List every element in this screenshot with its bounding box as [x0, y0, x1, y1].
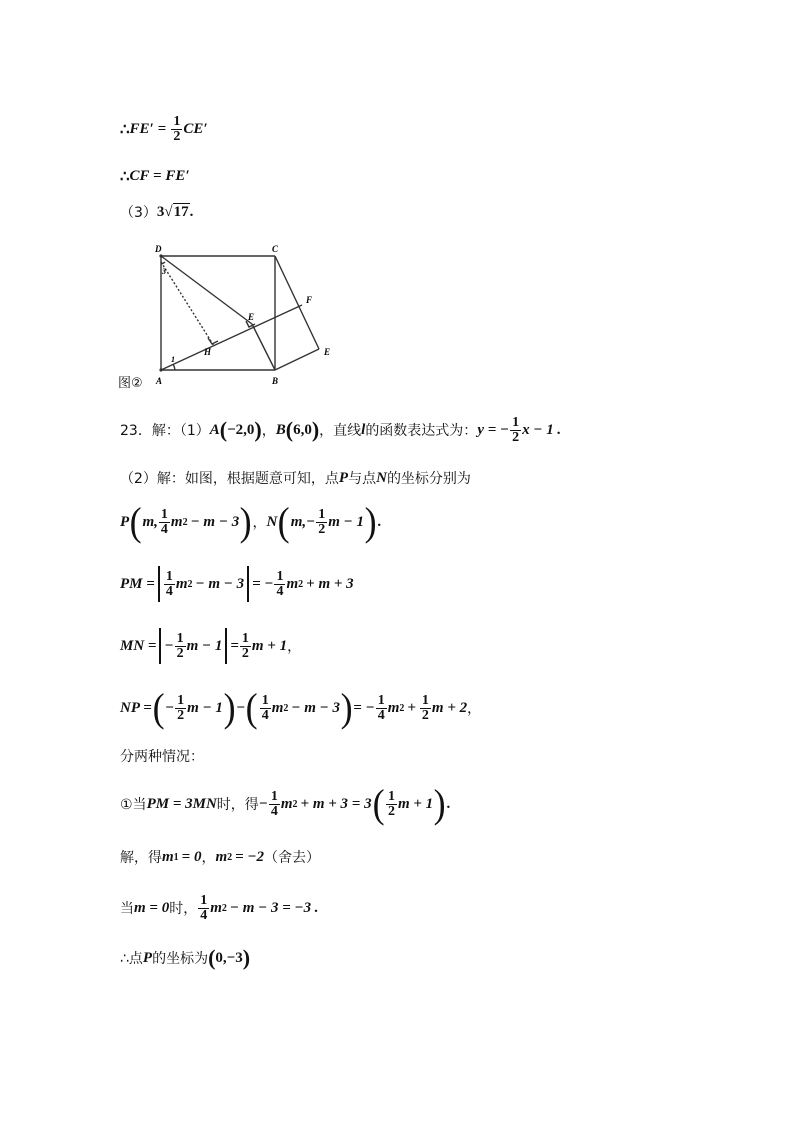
therefore-symbol: ∴: [120, 121, 130, 138]
fraction: $\frac{1}{2}$: [173, 113, 181, 144]
sqrt-expression: √ 17: [164, 204, 189, 220]
label-h: H: [204, 347, 212, 357]
label-a: A: [156, 376, 163, 386]
line-two-cases: 分两种情况：: [120, 749, 204, 765]
line-q23-part1: 23．解：（1） A ( −2,0 ) ， B ( 6,0 ) ，直线 l 的函数表达式为： y = − $\frac{1}{2}$ x − 1 .: [120, 414, 561, 445]
edge-p-to-b: [252, 324, 275, 370]
line-p-n-coords: P ( m, $\frac{1}{4}$ m 2 − m − 3 ) ， N ( m,− $\frac{1}{2}$ m − 1 ) .: [120, 499, 382, 544]
line-fe-half-ce: ∴ FE′ = $\frac{1}{2}$ CE′: [120, 113, 208, 144]
label-angle-1: 1: [171, 355, 175, 364]
label-e: E: [324, 347, 331, 357]
label-point-e: E: [248, 312, 255, 322]
geometry-figure: [118, 238, 338, 391]
line-q23-part2-intro: （2）解：如图，根据题意可知，点 P 与点 N 的坐标分别为: [120, 469, 471, 487]
line-answer-3: （3） 3 √ 17 .: [120, 203, 194, 221]
line-solve: 解，得 m 1 = 0 ， m 2 = −2 （舍去）: [120, 848, 321, 866]
line-mn: MN = − $\frac{1}{2}$ m − 1 = $\frac{1}{2}$ m + 1 ，: [120, 626, 301, 666]
label-angle-3: 3: [162, 267, 166, 276]
line-np: NP = ( − $\frac{1}{2}$ m − 1 ) − ( $\frac{1}{4}$ m 2 − m − 3 ) = − $\frac{1}{4}$ m 2 + $\frac{1}{2}$ m + 2 ，: [120, 685, 482, 730]
line-cf-eq-fe: ∴ CF = FE′: [120, 167, 190, 185]
line-case-1: ①当 PM = 3MN 时，得 − $\frac{1}{4}$ m 2 + m + 3 = 3 ( $\frac{1}{2}$ m + 1 ) .: [120, 781, 451, 826]
label-b: B: [272, 376, 279, 386]
line-m-zero: 当 m = 0 时， $\frac{1}{4}$ m 2 − m − 3 = −3 .: [120, 892, 318, 923]
right-angle-mark: [208, 338, 218, 344]
angle-mark-1: [173, 364, 175, 370]
line-pm: PM = $\frac{1}{4}$ m 2 − m − 3 = − $\frac{1}{4}$ m 2 + m + 3: [120, 564, 354, 604]
edge-be: [275, 349, 319, 370]
label-f: F: [306, 295, 313, 305]
edge-ce: [275, 256, 319, 349]
figure-svg: [118, 238, 338, 386]
edge-d-to-p: [161, 256, 255, 324]
label-c: C: [272, 244, 279, 254]
edge-af: [161, 305, 302, 370]
edge-dh-dashed: [161, 262, 214, 346]
label-d: D: [155, 244, 162, 254]
line-p-coord-result: ∴点 P 的坐标为 ( 0,−3 ): [120, 945, 251, 970]
figure-caption: 图②: [118, 376, 143, 391]
